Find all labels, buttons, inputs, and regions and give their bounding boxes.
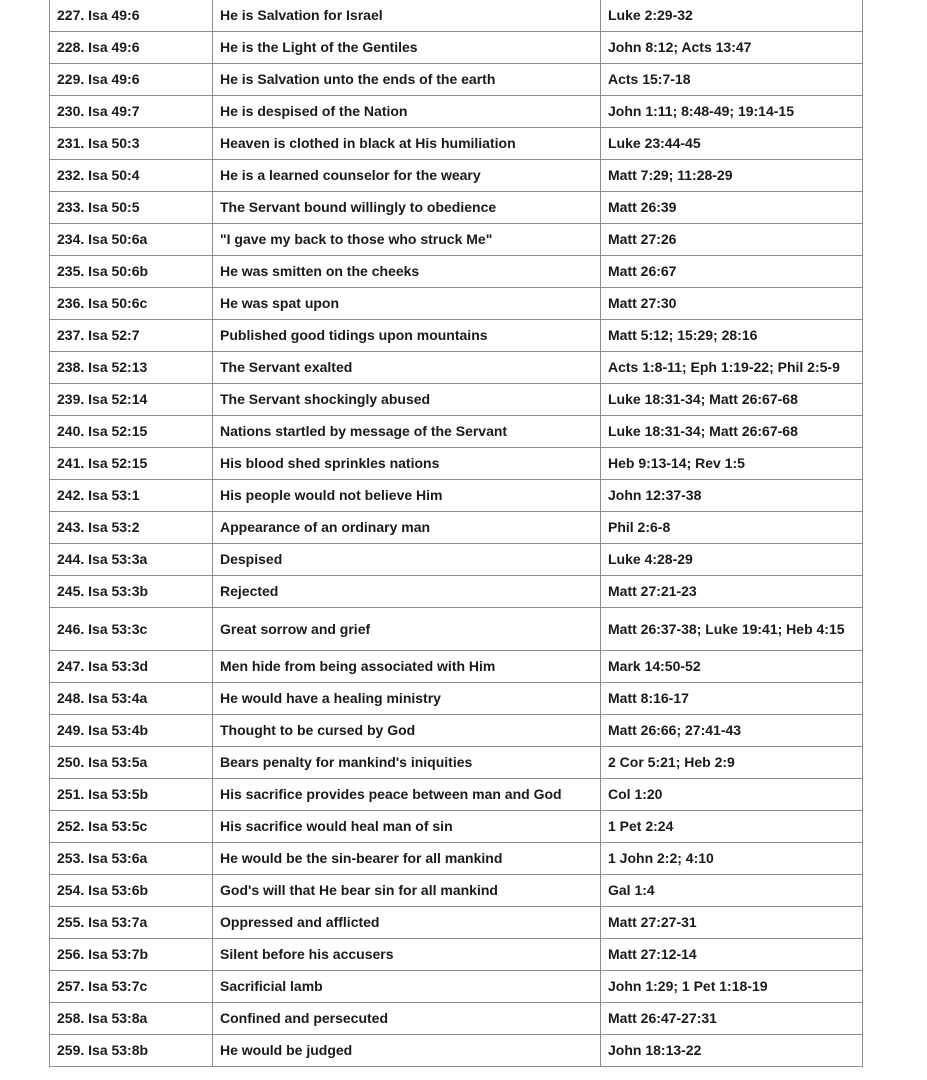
prophecy-ref-cell: 247. Isa 53:3d xyxy=(50,651,213,683)
fulfillment-reference-cell: Matt 27:26 xyxy=(601,224,863,256)
prophecy-description-cell: Bears penalty for mankind's iniquities xyxy=(213,747,601,779)
prophecy-description-cell: Silent before his accusers xyxy=(213,939,601,971)
prophecy-description-cell: Rejected xyxy=(213,576,601,608)
fulfillment-reference-cell: Matt 26:39 xyxy=(601,192,863,224)
fulfillment-reference-cell: Matt 8:16-17 xyxy=(601,683,863,715)
prophecy-table-body xyxy=(50,0,863,1067)
prophecy-ref-cell: 252. Isa 53:5c xyxy=(50,811,213,843)
prophecy-description-cell: He would have a healing ministry xyxy=(213,683,601,715)
fulfillment-reference-cell: 1 Pet 2:24 xyxy=(601,811,863,843)
table-row xyxy=(50,1035,863,1067)
prophecy-description-cell: Sacrificial lamb xyxy=(213,971,601,1003)
fulfillment-reference-cell: Matt 27:30 xyxy=(601,288,863,320)
prophecy-description-cell: The Servant bound willingly to obedience xyxy=(213,192,601,224)
prophecy-ref-cell: 227. Isa 49:6 xyxy=(50,0,213,32)
table-row xyxy=(50,971,863,1003)
table-row xyxy=(50,779,863,811)
table-row xyxy=(50,683,863,715)
prophecy-description-cell: Published good tidings upon mountains xyxy=(213,320,601,352)
table-row xyxy=(50,288,863,320)
table-row xyxy=(50,64,863,96)
table-row xyxy=(50,448,863,480)
fulfillment-reference-cell: Luke 18:31-34; Matt 26:67-68 xyxy=(601,416,863,448)
prophecy-ref-cell: 242. Isa 53:1 xyxy=(50,480,213,512)
prophecy-description-cell: The Servant exalted xyxy=(213,352,601,384)
fulfillment-reference-cell: John 12:37-38 xyxy=(601,480,863,512)
table-row xyxy=(50,544,863,576)
fulfillment-reference-cell: Luke 2:29-32 xyxy=(601,0,863,32)
table-row xyxy=(50,875,863,907)
fulfillment-reference-cell: John 1:11; 8:48-49; 19:14-15 xyxy=(601,96,863,128)
prophecy-description-cell: The Servant shockingly abused xyxy=(213,384,601,416)
table-row xyxy=(50,907,863,939)
fulfillment-reference-cell: John 18:13-22 xyxy=(601,1035,863,1067)
table-row xyxy=(50,747,863,779)
prophecy-ref-cell: 258. Isa 53:8a xyxy=(50,1003,213,1035)
prophecy-description-cell: His people would not believe Him xyxy=(213,480,601,512)
prophecy-description-cell: He is a learned counselor for the weary xyxy=(213,160,601,192)
prophecy-ref-cell: 256. Isa 53:7b xyxy=(50,939,213,971)
table-row xyxy=(50,96,863,128)
prophecy-description-cell: He would be judged xyxy=(213,1035,601,1067)
table-row xyxy=(50,512,863,544)
fulfillment-reference-cell: 2 Cor 5:21; Heb 2:9 xyxy=(601,747,863,779)
prophecy-table xyxy=(49,0,863,1067)
prophecy-description-cell: Heaven is clothed in black at His humiliation xyxy=(213,128,601,160)
prophecy-ref-cell: 244. Isa 53:3a xyxy=(50,544,213,576)
prophecy-ref-cell: 232. Isa 50:4 xyxy=(50,160,213,192)
prophecy-description-cell: Thought to be cursed by God xyxy=(213,715,601,747)
table-row xyxy=(50,384,863,416)
fulfillment-reference-cell: Matt 27:21-23 xyxy=(601,576,863,608)
prophecy-ref-cell: 228. Isa 49:6 xyxy=(50,32,213,64)
prophecy-ref-cell: 241. Isa 52:15 xyxy=(50,448,213,480)
prophecy-description-cell: "I gave my back to those who struck Me" xyxy=(213,224,601,256)
prophecy-description-cell: He is Salvation unto the ends of the earth xyxy=(213,64,601,96)
table-row xyxy=(50,1003,863,1035)
prophecy-description-cell: God's will that He bear sin for all mankind xyxy=(213,875,601,907)
prophecy-ref-cell: 229. Isa 49:6 xyxy=(50,64,213,96)
fulfillment-reference-cell: Matt 27:27-31 xyxy=(601,907,863,939)
prophecy-ref-cell: 243. Isa 53:2 xyxy=(50,512,213,544)
prophecy-ref-cell: 236. Isa 50:6c xyxy=(50,288,213,320)
table-row xyxy=(50,320,863,352)
table-row xyxy=(50,651,863,683)
fulfillment-reference-cell: Acts 15:7-18 xyxy=(601,64,863,96)
table-row xyxy=(50,939,863,971)
prophecy-ref-cell: 254. Isa 53:6b xyxy=(50,875,213,907)
prophecy-ref-cell: 231. Isa 50:3 xyxy=(50,128,213,160)
table-row xyxy=(50,576,863,608)
table-row xyxy=(50,811,863,843)
prophecy-description-cell: He was smitten on the cheeks xyxy=(213,256,601,288)
table-row xyxy=(50,128,863,160)
prophecy-ref-cell: 257. Isa 53:7c xyxy=(50,971,213,1003)
prophecy-description-cell: Despised xyxy=(213,544,601,576)
prophecy-ref-cell: 248. Isa 53:4a xyxy=(50,683,213,715)
prophecy-description-cell: He is despised of the Nation xyxy=(213,96,601,128)
prophecy-ref-cell: 255. Isa 53:7a xyxy=(50,907,213,939)
prophecy-ref-cell: 249. Isa 53:4b xyxy=(50,715,213,747)
table-row xyxy=(50,608,863,651)
prophecy-ref-cell: 237. Isa 52:7 xyxy=(50,320,213,352)
document-page xyxy=(49,0,863,1067)
table-row xyxy=(50,843,863,875)
prophecy-ref-cell: 238. Isa 52:13 xyxy=(50,352,213,384)
fulfillment-reference-cell: Matt 26:47-27:31 xyxy=(601,1003,863,1035)
fulfillment-reference-cell: Matt 26:66; 27:41-43 xyxy=(601,715,863,747)
fulfillment-reference-cell: Matt 7:29; 11:28-29 xyxy=(601,160,863,192)
fulfillment-reference-cell: Phil 2:6-8 xyxy=(601,512,863,544)
fulfillment-reference-cell: Col 1:20 xyxy=(601,779,863,811)
prophecy-description-cell: Great sorrow and grief xyxy=(213,608,601,651)
prophecy-ref-cell: 253. Isa 53:6a xyxy=(50,843,213,875)
prophecy-ref-cell: 235. Isa 50:6b xyxy=(50,256,213,288)
prophecy-description-cell: Oppressed and afflicted xyxy=(213,907,601,939)
prophecy-description-cell: He is the Light of the Gentiles xyxy=(213,32,601,64)
table-row xyxy=(50,352,863,384)
fulfillment-reference-cell: Heb 9:13-14; Rev 1:5 xyxy=(601,448,863,480)
prophecy-description-cell: Confined and persecuted xyxy=(213,1003,601,1035)
prophecy-description-cell: Nations startled by message of the Servant xyxy=(213,416,601,448)
prophecy-ref-cell: 240. Isa 52:15 xyxy=(50,416,213,448)
prophecy-ref-cell: 250. Isa 53:5a xyxy=(50,747,213,779)
fulfillment-reference-cell: John 8:12; Acts 13:47 xyxy=(601,32,863,64)
fulfillment-reference-cell: 1 John 2:2; 4:10 xyxy=(601,843,863,875)
fulfillment-reference-cell: Acts 1:8-11; Eph 1:19-22; Phil 2:5-9 xyxy=(601,352,863,384)
fulfillment-reference-cell: Gal 1:4 xyxy=(601,875,863,907)
table-row xyxy=(50,0,863,32)
fulfillment-reference-cell: Matt 26:67 xyxy=(601,256,863,288)
fulfillment-reference-cell: Matt 27:12-14 xyxy=(601,939,863,971)
fulfillment-reference-cell: John 1:29; 1 Pet 1:18-19 xyxy=(601,971,863,1003)
prophecy-ref-cell: 251. Isa 53:5b xyxy=(50,779,213,811)
table-row xyxy=(50,416,863,448)
table-row xyxy=(50,160,863,192)
prophecy-description-cell: His sacrifice would heal man of sin xyxy=(213,811,601,843)
prophecy-ref-cell: 239. Isa 52:14 xyxy=(50,384,213,416)
prophecy-description-cell: He was spat upon xyxy=(213,288,601,320)
table-row xyxy=(50,224,863,256)
table-row xyxy=(50,256,863,288)
prophecy-description-cell: Men hide from being associated with Him xyxy=(213,651,601,683)
prophecy-description-cell: He is Salvation for Israel xyxy=(213,0,601,32)
prophecy-ref-cell: 245. Isa 53:3b xyxy=(50,576,213,608)
prophecy-ref-cell: 259. Isa 53:8b xyxy=(50,1035,213,1067)
prophecy-description-cell: His sacrifice provides peace between man and God xyxy=(213,779,601,811)
table-row xyxy=(50,192,863,224)
table-row xyxy=(50,32,863,64)
table-row xyxy=(50,715,863,747)
fulfillment-reference-cell: Luke 4:28-29 xyxy=(601,544,863,576)
table-row xyxy=(50,480,863,512)
fulfillment-reference-cell: Matt 5:12; 15:29; 28:16 xyxy=(601,320,863,352)
prophecy-ref-cell: 230. Isa 49:7 xyxy=(50,96,213,128)
prophecy-description-cell: Appearance of an ordinary man xyxy=(213,512,601,544)
fulfillment-reference-cell: Luke 18:31-34; Matt 26:67-68 xyxy=(601,384,863,416)
prophecy-ref-cell: 234. Isa 50:6a xyxy=(50,224,213,256)
fulfillment-reference-cell: Luke 23:44-45 xyxy=(601,128,863,160)
prophecy-ref-cell: 246. Isa 53:3c xyxy=(50,608,213,651)
prophecy-description-cell: His blood shed sprinkles nations xyxy=(213,448,601,480)
prophecy-ref-cell: 233. Isa 50:5 xyxy=(50,192,213,224)
prophecy-description-cell: He would be the sin-bearer for all mankind xyxy=(213,843,601,875)
fulfillment-reference-cell: Mark 14:50-52 xyxy=(601,651,863,683)
fulfillment-reference-cell: Matt 26:37-38; Luke 19:41; Heb 4:15 xyxy=(601,608,863,651)
